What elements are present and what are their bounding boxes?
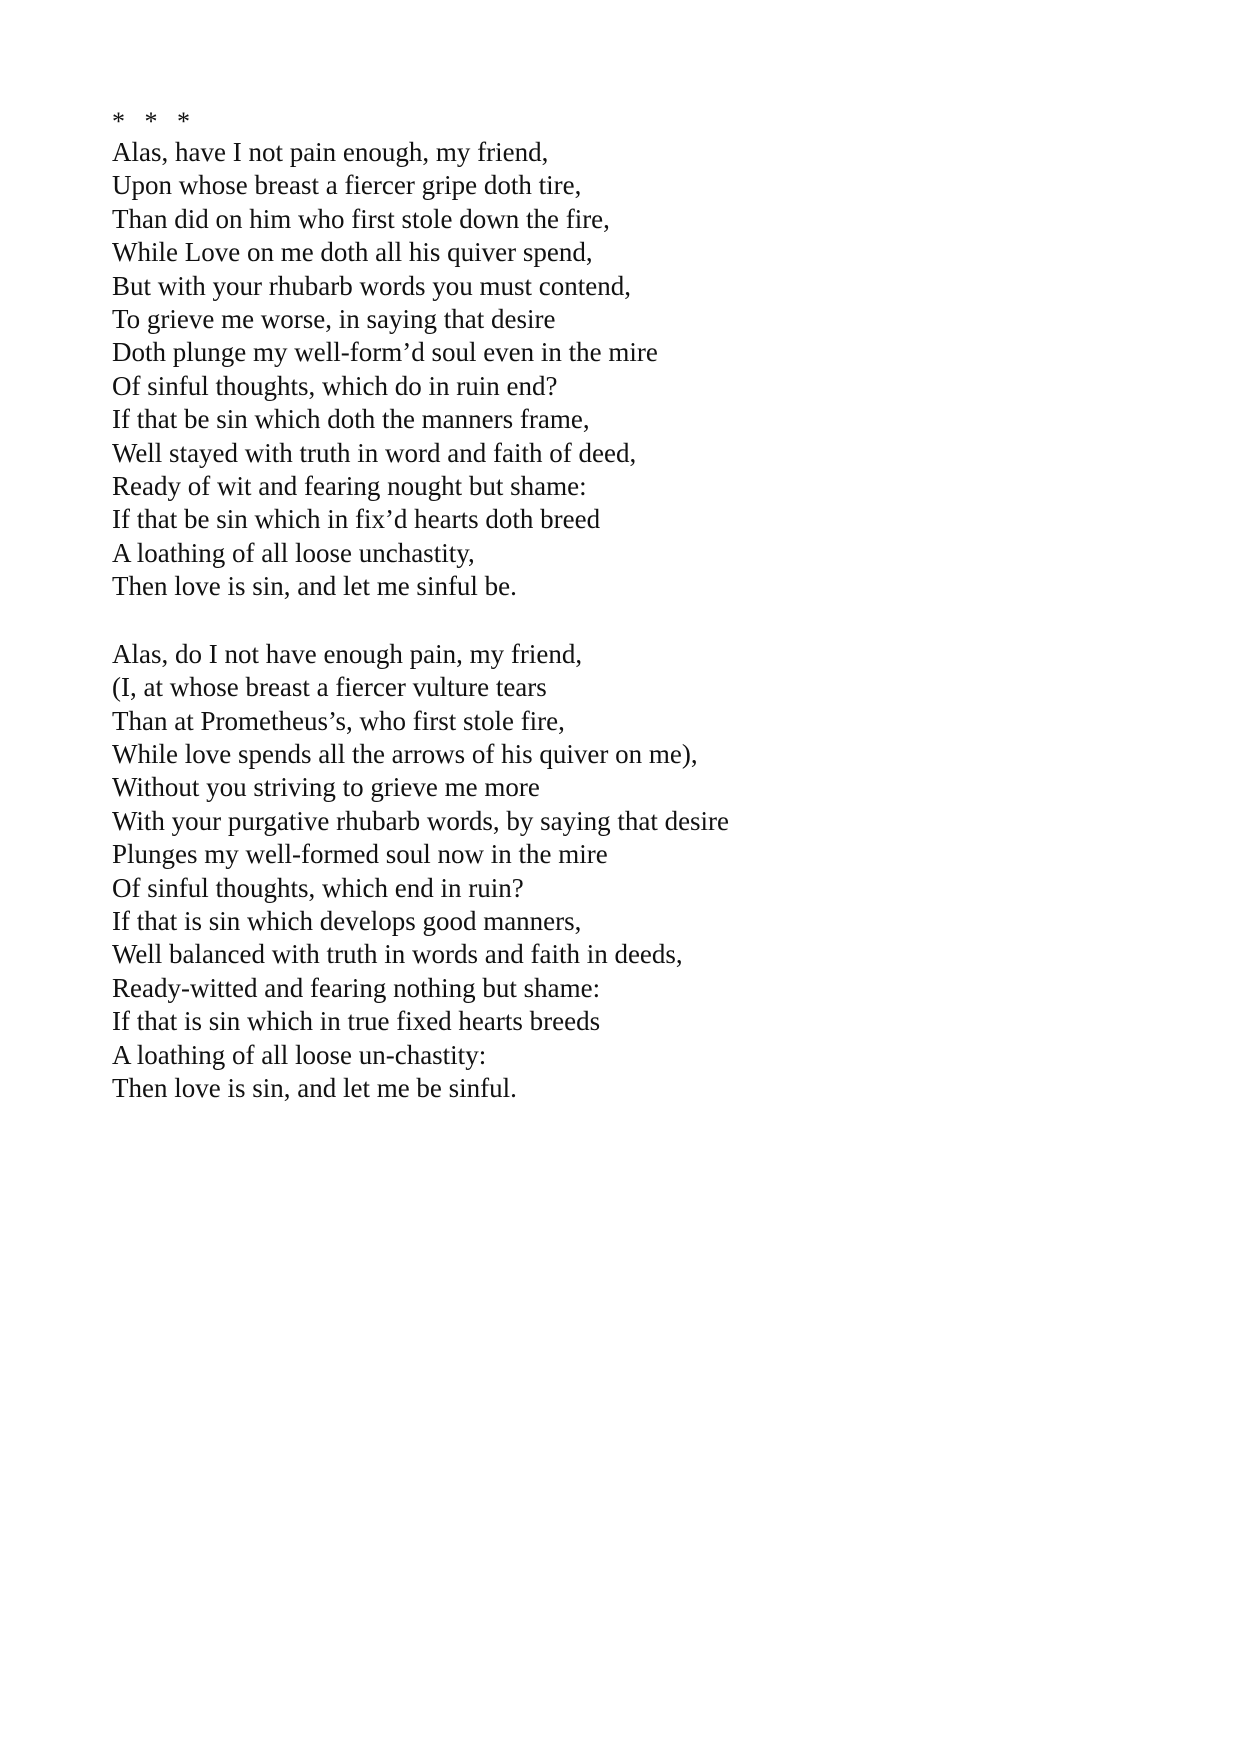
poem-line: Of sinful thoughts, which end in ruin? xyxy=(112,872,524,903)
stanza-modern xyxy=(112,638,1132,1106)
poem-line: To grieve me worse, in saying that desire xyxy=(112,304,556,335)
poem-line: Than at Prometheus’s, who first stole fire, xyxy=(112,705,565,736)
section-separator: * * * xyxy=(112,107,190,136)
poem-line: But with your rhubarb words you must contend, xyxy=(112,270,631,301)
poem-line: (I, at whose breast a fiercer vulture tears xyxy=(112,672,547,703)
poem-line: Of sinful thoughts, which do in ruin end? xyxy=(112,370,558,401)
poem-line: Well stayed with truth in word and faith of deed, xyxy=(112,437,637,468)
poem-line: While love spends all the arrows of his quiver on me), xyxy=(112,738,698,769)
poem-line: If that is sin which develops good manners, xyxy=(112,905,582,936)
poem-line: Ready of wit and fearing nought but shame: xyxy=(112,471,587,502)
poem-line: Ready-witted and fearing nothing but shame: xyxy=(112,972,601,1003)
poem-line: While Love on me doth all his quiver spend, xyxy=(112,237,593,268)
poem-line: Than did on him who first stole down the fire, xyxy=(112,203,610,234)
poem-line: Plunges my well-formed soul now in the mire xyxy=(112,839,608,870)
document-page xyxy=(112,108,1132,1105)
poem-line: If that be sin which in fix’d hearts doth breed xyxy=(112,504,601,535)
poem-line: Well balanced with truth in words and faith in deeds, xyxy=(112,939,683,970)
poem-line: A loathing of all loose unchastity, xyxy=(112,537,475,568)
poem-line: A loathing of all loose un-chastity: xyxy=(112,1039,487,1070)
poem-line: Alas, have I not pain enough, my friend, xyxy=(112,137,549,167)
poem-line: Then love is sin, and let me be sinful. xyxy=(112,1072,517,1103)
poem-line: With your purgative rhubarb words, by saying that desire xyxy=(112,805,730,836)
poem-line: Alas, do I not have enough pain, my friend, xyxy=(112,638,583,669)
poem-line: If that is sin which in true fixed hearts breeds xyxy=(112,1006,601,1037)
poem-line: If that be sin which doth the manners frame, xyxy=(112,404,590,435)
stanza-original xyxy=(112,136,1132,604)
poem-line: Then love is sin, and let me sinful be. xyxy=(112,571,517,602)
poem-line: Upon whose breast a fiercer gripe doth tire, xyxy=(112,170,582,201)
poem-line: Without you striving to grieve me more xyxy=(112,772,540,803)
poem-line: Doth plunge my well-form’d soul even in the mire xyxy=(112,337,658,368)
